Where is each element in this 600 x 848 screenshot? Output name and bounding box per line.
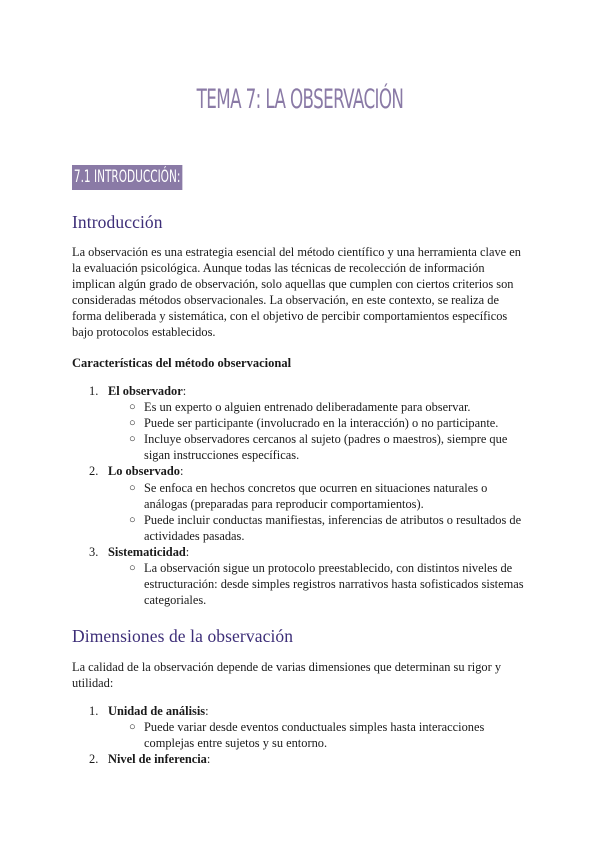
list-number: 1. — [89, 704, 99, 718]
intro-paragraph: La observación es una estrategia esencial del método científico y una herramienta clave en la evaluación psicológica. Aunque todas las técnicas de recolección de información implican algún grado de observación, solo aquellas que cumplen con ciertos criterios son consideradas métodos observacionales. La observación, en este contexto, se realiza de forma deliberada y sistemática, con el objetivo de percibir comportamientos específicos bajo protocolos establecidos. — [72, 245, 521, 340]
sub-list-item — [72, 480, 532, 512]
characteristics-subheading: Características del método observacional — [72, 356, 292, 370]
page-title: TEMA 7: LA OBSERVACIÓN — [196, 84, 404, 115]
list-number: 2. — [89, 464, 99, 479]
list-number: 1. — [89, 384, 99, 398]
dimensions-heading: Dimensiones de la observación — [72, 626, 294, 646]
section-banner: 7.1 INTRODUCCIÓN: — [72, 165, 182, 190]
sub-list-item — [72, 512, 532, 544]
list-item: 3. Sistematicidad: — [89, 544, 190, 559]
list-term: Sistematicidad — [108, 544, 186, 559]
sub-item-text: Puede ser participante (involucrado en la interacción) o no participante. — [144, 416, 499, 431]
circle-bullet-icon: ○ — [129, 401, 136, 414]
sub-item-text: La observación sigue un protocolo preestablecido, con distintos niveles de estructuración: desde simples registros narrativos hasta sofisticados sistemas categoriales. — [144, 561, 524, 608]
list-term: El observador — [108, 384, 183, 398]
characteristics-list — [72, 383, 532, 608]
sub-list-item — [72, 431, 532, 463]
sub-item-text: Se enfoca en hechos concretos que ocurren en situaciones naturales o análogas (preparadas para reproducir comportamientos). — [144, 480, 488, 511]
sub-list-item — [72, 719, 532, 751]
sub-item-text: Puede incluir conductas manifiestas, inferencias de atributos o resultados de actividades pasadas. — [144, 512, 522, 543]
sub-item-text: Puede variar desde eventos conductuales simples hasta interacciones complejas entre sujetos y su entorno. — [144, 720, 485, 751]
list-number: 2. — [89, 752, 99, 767]
intro-heading: Introducción — [72, 212, 163, 232]
sub-item-text: Incluye observadores cercanos al sujeto (padres o maestros), siempre que sigan instrucciones específicas. — [144, 432, 508, 463]
list-number: 3. — [89, 544, 99, 559]
sub-item-text: Es un experto o alguien entrenado deliberadamente para observar. — [144, 400, 471, 415]
circle-bullet-icon: ○ — [129, 721, 136, 734]
sub-list-item — [72, 399, 532, 415]
circle-bullet-icon: ○ — [129, 513, 136, 526]
list-term: Lo observado — [108, 464, 180, 479]
circle-bullet-icon: ○ — [129, 417, 136, 430]
list-item: 1. Unidad de análisis: — [89, 704, 209, 718]
dimensions-paragraph: La calidad de la observación depende de varias dimensiones que determinan su rigor y utilidad: — [72, 660, 502, 691]
circle-bullet-icon: ○ — [129, 562, 136, 575]
circle-bullet-icon: ○ — [129, 433, 136, 446]
list-term: Nivel de inferencia — [108, 752, 207, 767]
circle-bullet-icon: ○ — [129, 481, 136, 494]
list-item: 1. El observador: — [89, 384, 187, 398]
list-term: Unidad de análisis — [108, 704, 206, 718]
list-item: 2. Lo observado: — [89, 464, 184, 479]
dimensions-list — [72, 703, 532, 767]
sub-list-item — [72, 560, 532, 608]
list-item: 2. Nivel de inferencia: — [89, 752, 211, 767]
sub-list-item — [72, 415, 532, 431]
